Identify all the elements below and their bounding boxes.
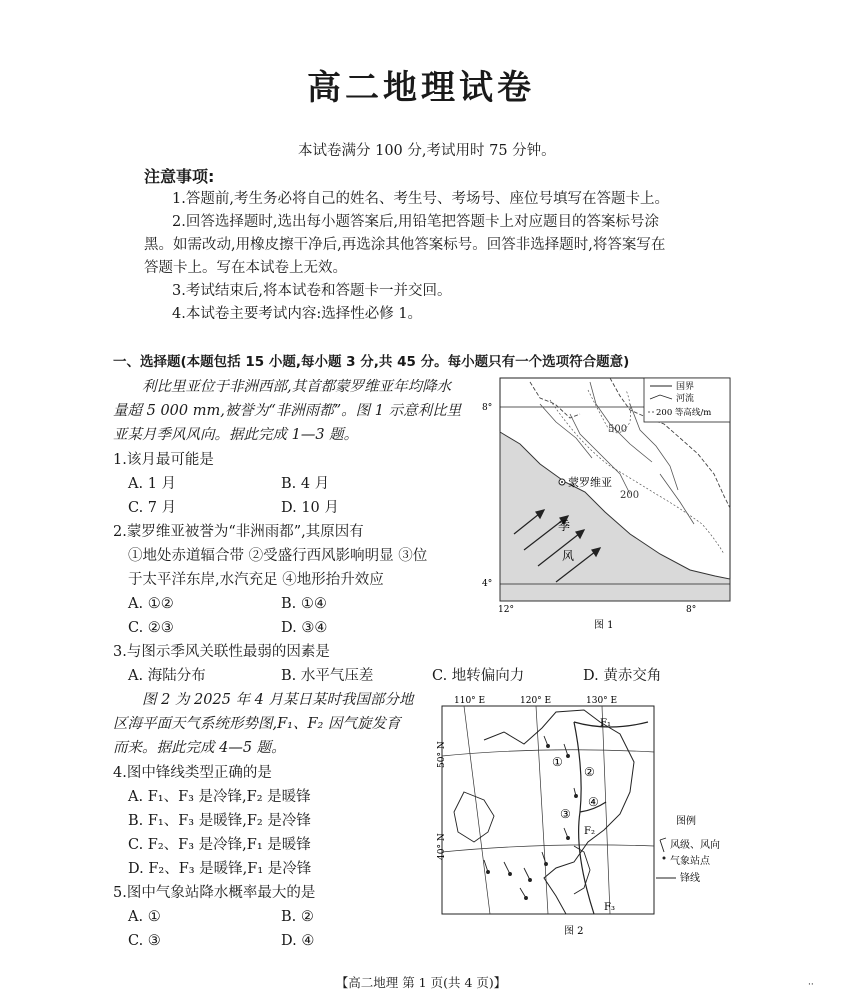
notice-heading: 注意事项:: [144, 167, 215, 186]
intro1-line2: 量超 5 000 mm,被誉为“非洲雨都”。图 1 示意利比里: [113, 403, 462, 419]
q4-option-b: B. F₁、F₃ 是暖锋,F₂ 是冷锋: [128, 813, 311, 829]
q4-option-c: C. F₂、F₃ 是冷锋,F₁ 是暖锋: [128, 837, 311, 853]
q2-choices-line1: ①地处赤道辐合带 ②受盛行西风影响明显 ③位: [128, 548, 428, 564]
q2-option-b: B. ①④: [281, 596, 327, 612]
figure-2-map: [424, 692, 734, 946]
city-label-monrovia: 蒙罗维亚: [568, 476, 612, 489]
q2-option-c: C. ②③: [128, 620, 174, 636]
legend-contour: 200 等高线/m: [656, 408, 712, 418]
note-2-end: 答题卡上。写在本试卷上无效。: [144, 260, 347, 276]
q5-option-a: A. ①: [128, 909, 161, 925]
section1-heading: 一、选择题(本题包括 15 小题,每小题 3 分,共 45 分。每小题只有一个选项符合题意): [113, 354, 630, 370]
figure-1-map: [480, 374, 740, 638]
q2-stem: 2.蒙罗维亚被誉为“非洲雨都”,其原因有: [113, 524, 364, 540]
intro2-line3: 而来。据此完成 4—5 题。: [113, 740, 286, 756]
station-2: ②: [584, 765, 595, 779]
lon-label-110: 110° E: [454, 696, 486, 706]
intro2-line2: 区海平面天气系统形势图,F₁、F₂ 因气旋发育: [113, 716, 401, 732]
q1-option-b: B. 4 月: [281, 476, 330, 492]
q2-option-d: D. ③④: [281, 620, 328, 636]
q3-stem: 3.与图示季风关联性最弱的因素是: [113, 644, 330, 660]
lat-label-40: 40° N: [437, 833, 447, 860]
exam-subtitle: 本试卷满分 100 分,考试用时 75 分钟。: [298, 143, 556, 159]
q1-stem: 1.该月最可能是: [113, 452, 214, 468]
figure-2-caption: 图 2: [564, 926, 584, 937]
legend-river: 河流: [676, 394, 695, 404]
intro2-line1: 图 2 为 2025 年 4 月某日某时我国部分地: [142, 692, 414, 708]
q3-option-d: D. 黄赤交角: [583, 668, 662, 684]
q1-option-c: C. 7 月: [128, 500, 177, 516]
legend-wind: 风级、风向: [670, 840, 720, 851]
front-label-f1: F₁: [600, 718, 611, 729]
lon-label-12: 12°: [498, 605, 514, 615]
q2-option-a: A. ①②: [128, 596, 174, 612]
q4-option-a: A. F₁、F₃ 是冷锋,F₂ 是暖锋: [128, 789, 311, 805]
q2-choices-line2: 于太平洋东岸,水汽充足 ④地形抬升效应: [128, 572, 384, 588]
front-label-f3: F₃: [604, 902, 615, 913]
note-2: 2.回答选择题时,选出每小题答案后,用铅笔把答题卡上对应题目的答案标号涂: [172, 214, 660, 230]
lon-label-8: 8°: [686, 605, 697, 615]
corner-mark: ··: [808, 980, 814, 990]
q5-stem: 5.图中气象站降水概率最大的是: [113, 885, 316, 901]
legend-border: 国界: [676, 382, 695, 392]
q5-option-c: C. ③: [128, 933, 161, 949]
q3-option-c: C. 地转偏向力: [432, 668, 525, 684]
lat-label-4: 4°: [482, 579, 493, 589]
note-3: 3.考试结束后,将本试卷和答题卡一并交回。: [172, 283, 452, 299]
lon-label-130: 130° E: [586, 696, 618, 706]
q4-stem: 4.图中锋线类型正确的是: [113, 765, 272, 781]
front-label-f2: F₂: [584, 826, 595, 837]
monsoon-label-2: 风: [562, 549, 575, 563]
q1-option-a: A. 1 月: [128, 476, 177, 492]
legend-station: 气象站点: [670, 856, 710, 867]
note-4: 4.本试卷主要考试内容:选择性必修 1。: [172, 306, 423, 322]
station-1: ①: [552, 755, 563, 769]
q3-option-b: B. 水平气压差: [281, 668, 374, 684]
station-4: ④: [588, 795, 599, 809]
intro1-line1: 利比里亚位于非洲西部,其首都蒙罗维亚年均降水: [142, 379, 452, 395]
q3-option-a: A. 海陆分布: [128, 668, 206, 684]
lat-label-50: 50° N: [437, 741, 447, 768]
contour-label-200: 200: [620, 490, 640, 501]
lat-label-8: 8°: [482, 403, 493, 413]
q4-option-d: D. F₂、F₃ 是暖锋,F₁ 是冷锋: [128, 861, 312, 877]
q5-option-b: B. ②: [281, 909, 314, 925]
contour-label-500: 500: [608, 424, 628, 435]
legend-front: 锋线: [680, 873, 700, 884]
page-footer: 【高二地理 第 1 页(共 4 页)】: [335, 975, 507, 990]
q5-option-d: D. ④: [281, 933, 315, 949]
monsoon-label-1: 季: [558, 519, 571, 533]
q1-option-d: D. 10 月: [281, 500, 339, 516]
note-2-cont: 黑。如需改动,用橡皮擦干净后,再选涂其他答案标号。回答非选择题时,将答案写在: [144, 237, 666, 253]
page-title: 高二地理试卷: [307, 68, 535, 108]
note-1: 1.答题前,考生务必将自己的姓名、考生号、考场号、座位号填写在答题卡上。: [172, 191, 669, 207]
lon-label-120: 120° E: [520, 696, 552, 706]
legend-title: 图例: [676, 816, 696, 827]
intro1-line3: 亚某月季风风向。据此完成 1—3 题。: [113, 427, 359, 443]
station-3: ③: [560, 807, 571, 821]
figure-1-caption: 图 1: [594, 620, 614, 631]
